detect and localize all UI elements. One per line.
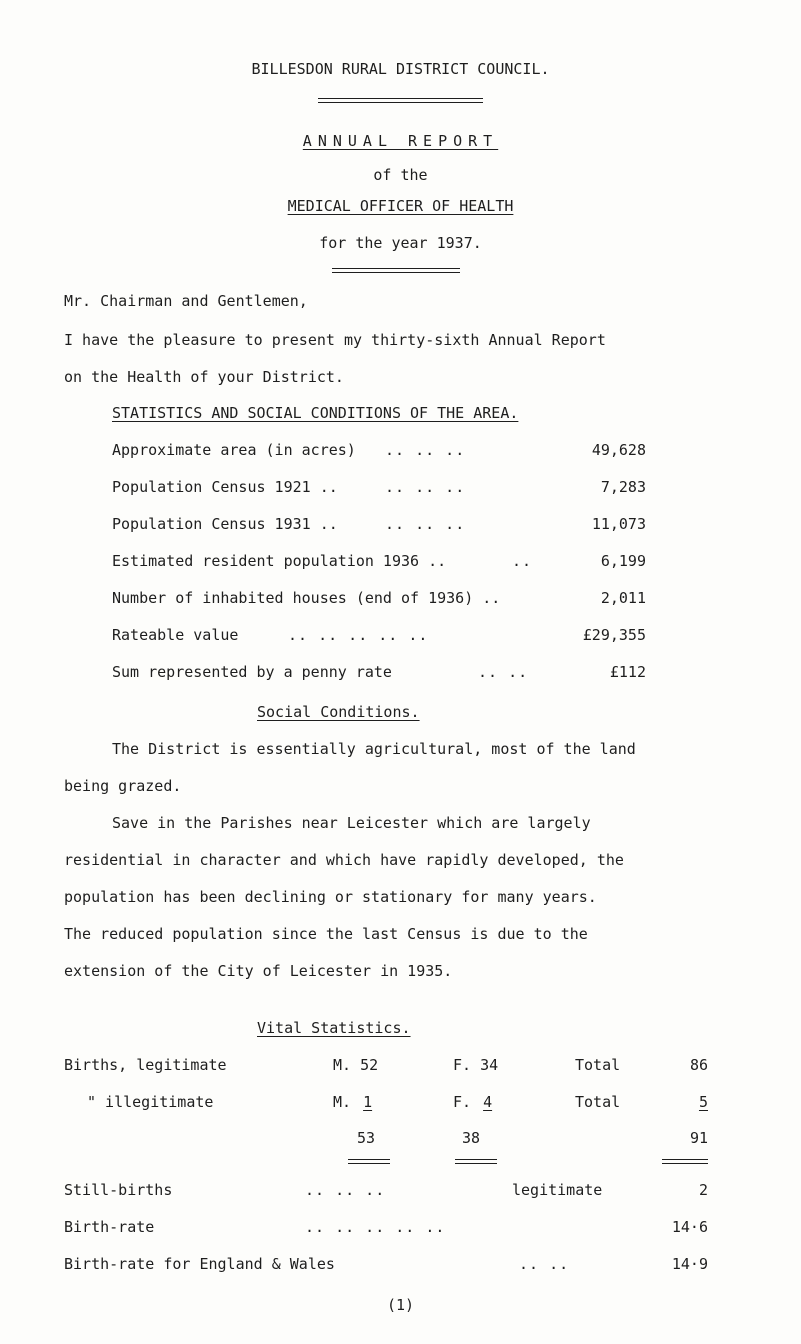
intro-line-2: on the Health of your District. bbox=[64, 368, 344, 386]
divider bbox=[318, 98, 483, 99]
birth-rate-value: 14·6 bbox=[671, 1218, 708, 1236]
stat-label: Rateable value bbox=[112, 626, 239, 644]
social-p1-line-2: being grazed. bbox=[64, 777, 182, 795]
social-p2-line-1: Save in the Parishes near Leicester which are largely bbox=[112, 814, 591, 832]
stat-label: Approximate area (in acres) bbox=[112, 441, 356, 459]
male-prefix: M. bbox=[333, 1093, 352, 1111]
social-p3-line-1: The reduced population since the last Census is due to the bbox=[64, 925, 588, 943]
births-illegitimate-total-label: Total bbox=[575, 1093, 621, 1111]
births-legitimate-total-label: Total bbox=[575, 1056, 621, 1074]
stillbirths-value: 2 bbox=[698, 1181, 708, 1199]
report-year: for the year 1937. bbox=[319, 234, 482, 252]
male-value: 1 bbox=[363, 1093, 373, 1111]
divider bbox=[332, 272, 460, 273]
births-illegitimate-male bbox=[333, 1093, 380, 1111]
stat-label: Population Census 1921 .. bbox=[112, 478, 338, 496]
stat-value: 49,628 bbox=[591, 441, 646, 459]
stillbirths-note: legitimate bbox=[512, 1181, 603, 1199]
intro-line-1: I have the pleasure to present my thirty-sixth Annual Report bbox=[64, 331, 606, 349]
medical-officer-text: MEDICAL OFFICER OF HEALTH bbox=[287, 197, 514, 215]
birth-rate-ew-label: Birth-rate for England & Wales bbox=[64, 1255, 335, 1273]
social-p3-line-2: extension of the City of Leicester in 1935. bbox=[64, 962, 453, 980]
births-illegitimate-female bbox=[453, 1093, 500, 1111]
sum-female: 38 bbox=[462, 1129, 481, 1147]
statistics-heading bbox=[112, 404, 518, 422]
vital-heading-text: Vital Statistics. bbox=[257, 1019, 411, 1037]
social-p1-line-1: The District is essentially agricultural, most of the land bbox=[112, 740, 636, 758]
stat-value: 7,283 bbox=[600, 478, 646, 496]
medical-officer-heading bbox=[0, 197, 801, 215]
sum-male: 53 bbox=[357, 1129, 376, 1147]
statistics-heading-text: STATISTICS AND SOCIAL CONDITIONS OF THE AREA. bbox=[112, 404, 519, 422]
page-number: (1) bbox=[386, 1296, 415, 1314]
sum-rule bbox=[348, 1163, 390, 1164]
stat-label: Estimated resident population 1936 .. bbox=[112, 552, 447, 570]
female-prefix: F. bbox=[453, 1093, 472, 1111]
births-legitimate-total: 86 bbox=[689, 1056, 708, 1074]
stat-dots: .. .. .. .. .. bbox=[288, 626, 429, 644]
births-legitimate-female: F. 34 bbox=[453, 1056, 499, 1074]
sum-rule bbox=[455, 1163, 497, 1164]
births-legitimate-male: M. 52 bbox=[333, 1056, 379, 1074]
report-title bbox=[0, 132, 801, 150]
birth-rate-label: Birth-rate bbox=[64, 1218, 155, 1236]
sum-rule bbox=[455, 1159, 497, 1160]
social-heading-text: Social Conditions. bbox=[257, 703, 420, 721]
divider bbox=[318, 102, 483, 103]
social-p2-line-2: residential in character and which have rapidly developed, the bbox=[64, 851, 624, 869]
stat-dots: .. .. .. bbox=[385, 441, 466, 459]
stat-value: 2,011 bbox=[600, 589, 646, 607]
of-the: of the bbox=[373, 166, 428, 184]
stat-value: £29,355 bbox=[582, 626, 646, 644]
sum-total: 91 bbox=[689, 1129, 708, 1147]
stat-value: 11,073 bbox=[591, 515, 646, 533]
stat-dots: .. .. .. bbox=[385, 478, 466, 496]
births-illegitimate-total: 5 bbox=[698, 1093, 708, 1111]
salutation: Mr. Chairman and Gentlemen, bbox=[64, 292, 308, 310]
council-title: BILLESDON RURAL DISTRICT COUNCIL. bbox=[251, 60, 550, 78]
births-legitimate-label: Births, legitimate bbox=[64, 1056, 227, 1074]
sum-rule bbox=[662, 1159, 708, 1160]
stat-label: Number of inhabited houses (end of 1936) .. bbox=[112, 589, 501, 607]
stat-value: £112 bbox=[609, 663, 646, 681]
birth-rate-ew-dots: .. .. bbox=[519, 1255, 570, 1273]
stillbirths-label: Still-births bbox=[64, 1181, 173, 1199]
stat-value: 6,199 bbox=[600, 552, 646, 570]
stat-dots: .. .. .. bbox=[385, 515, 466, 533]
stat-label: Population Census 1931 .. bbox=[112, 515, 338, 533]
sum-rule bbox=[662, 1163, 708, 1164]
social-heading bbox=[257, 703, 420, 721]
female-value: 4 bbox=[483, 1093, 493, 1111]
sum-rule bbox=[348, 1159, 390, 1160]
vital-heading bbox=[257, 1019, 411, 1037]
stat-label: Sum represented by a penny rate bbox=[112, 663, 392, 681]
stillbirths-dots: .. .. .. bbox=[305, 1181, 386, 1199]
birth-rate-dots: .. .. .. .. .. bbox=[305, 1218, 446, 1236]
report-title-text: ANNUAL REPORT bbox=[302, 132, 499, 150]
births-illegitimate-label: " illegitimate bbox=[87, 1093, 214, 1111]
birth-rate-ew-value: 14·9 bbox=[671, 1255, 708, 1273]
stat-dots: .. .. bbox=[478, 663, 529, 681]
stat-dots: .. bbox=[512, 552, 533, 570]
social-p2-line-3: population has been declining or stationary for many years. bbox=[64, 888, 597, 906]
divider bbox=[332, 268, 460, 269]
